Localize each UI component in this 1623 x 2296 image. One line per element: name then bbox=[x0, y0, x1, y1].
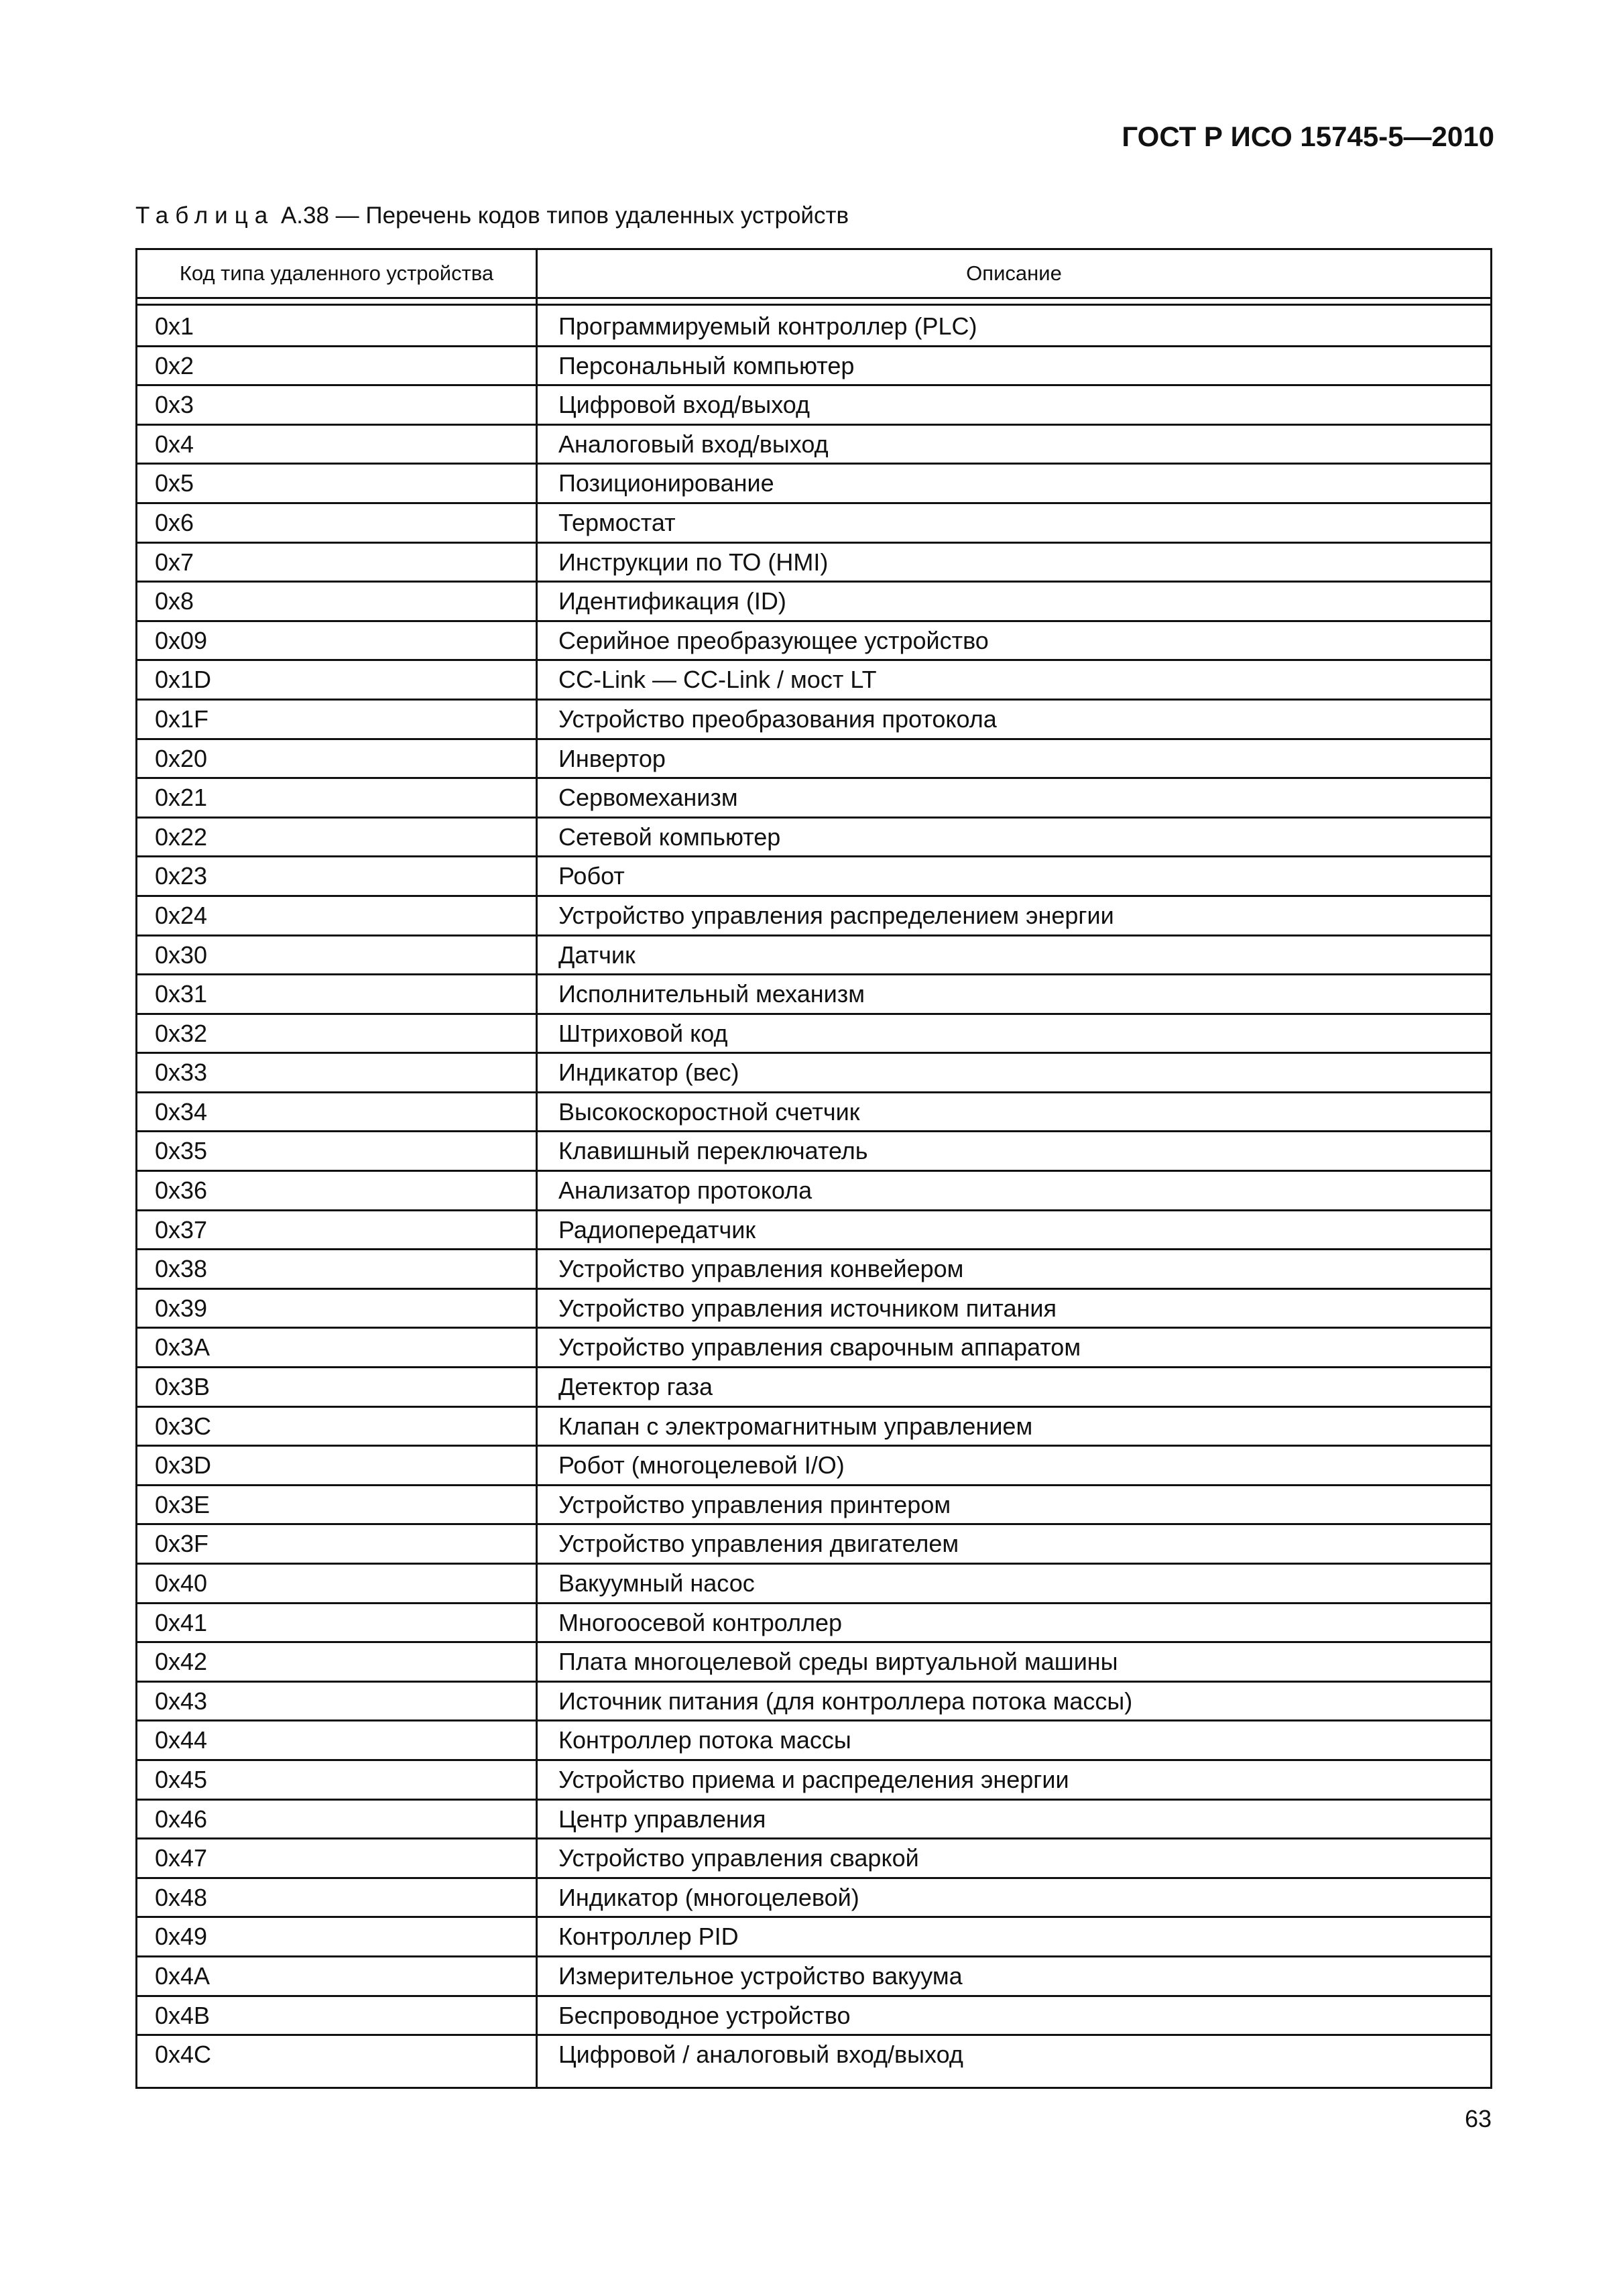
device-description: Беспроводное устройство bbox=[558, 2001, 851, 2029]
table-row bbox=[137, 1761, 1490, 1801]
device-description: Анализатор протокола bbox=[558, 1176, 813, 1205]
device-type-code: 0x44 bbox=[155, 1726, 208, 1754]
device-description: CC-Link — CC-Link / мост LT bbox=[558, 666, 877, 694]
table-row bbox=[137, 2036, 1490, 2075]
table-row bbox=[137, 1997, 1490, 2037]
device-type-code: 0x3C bbox=[155, 1412, 212, 1440]
table-row bbox=[137, 1604, 1490, 1644]
device-type-code: 0x20 bbox=[155, 744, 208, 772]
device-description: Источник питания (для контроллера потока массы) bbox=[558, 1687, 1133, 1715]
device-description: Датчик bbox=[558, 941, 636, 969]
device-type-code: 0x31 bbox=[155, 980, 208, 1008]
device-type-code: 0x37 bbox=[155, 1215, 208, 1244]
device-description: Робот bbox=[558, 862, 625, 890]
table-row bbox=[137, 1801, 1490, 1840]
device-description: Устройство управления двигателем bbox=[558, 1530, 959, 1558]
header-divider bbox=[137, 297, 1490, 299]
table-row bbox=[137, 1721, 1490, 1761]
device-description: Вакуумный насос bbox=[558, 1569, 755, 1597]
device-description: Термостат bbox=[558, 508, 676, 536]
device-description: Позиционирование bbox=[558, 469, 774, 497]
device-type-code: 0x46 bbox=[155, 1805, 208, 1833]
device-codes-table bbox=[135, 248, 1492, 2089]
column-header-description: Описание bbox=[966, 261, 1062, 285]
device-type-code: 0x1F bbox=[155, 705, 209, 733]
table-row bbox=[137, 1447, 1490, 1486]
table-row bbox=[137, 1643, 1490, 1683]
column-header-code: Код типа удаленного устройства bbox=[179, 261, 494, 285]
device-description: Устройство приема и распределения энергии bbox=[558, 1765, 1069, 1793]
device-description: Персональный компьютер bbox=[558, 351, 855, 379]
device-type-code: 0x43 bbox=[155, 1687, 208, 1715]
device-type-code: 0x36 bbox=[155, 1176, 208, 1205]
table-row bbox=[137, 819, 1490, 858]
device-description: Программируемый контроллер (PLC) bbox=[558, 312, 977, 340]
device-type-code: 0x4A bbox=[155, 1961, 211, 1990]
table-caption bbox=[135, 202, 849, 229]
table-row bbox=[137, 1879, 1490, 1919]
device-type-code: 0x49 bbox=[155, 1923, 208, 1951]
device-type-code: 0x4 bbox=[155, 430, 194, 458]
device-description: Контроллер потока массы bbox=[558, 1726, 851, 1754]
table-row bbox=[137, 347, 1490, 387]
device-type-code: 0x6 bbox=[155, 508, 194, 536]
table-row bbox=[137, 1486, 1490, 1526]
table-row bbox=[137, 1957, 1490, 1997]
device-description: Многоосевой контроллер bbox=[558, 1608, 842, 1636]
table-row bbox=[137, 740, 1490, 780]
table-row bbox=[137, 308, 1490, 347]
table-row bbox=[137, 504, 1490, 544]
device-description: Серийное преобразующее устройство bbox=[558, 626, 989, 654]
table-row bbox=[137, 583, 1490, 622]
device-type-code: 0x47 bbox=[155, 1844, 208, 1872]
device-description: Устройство управления распределением энергии bbox=[558, 901, 1114, 929]
table-row bbox=[137, 622, 1490, 662]
device-description: Исполнительный механизм bbox=[558, 980, 865, 1008]
device-description: Сервомеханизм bbox=[558, 784, 738, 812]
device-type-code: 0x3B bbox=[155, 1373, 211, 1401]
table-row bbox=[137, 426, 1490, 465]
page-number: 63 bbox=[1464, 2105, 1492, 2132]
device-description: Цифровой вход/выход bbox=[558, 391, 810, 419]
device-type-code: 0x3E bbox=[155, 1490, 211, 1518]
device-description: Радиопередатчик bbox=[558, 1215, 756, 1244]
device-type-code: 0x32 bbox=[155, 1019, 208, 1047]
device-type-code: 0x22 bbox=[155, 823, 208, 851]
device-type-code: 0x39 bbox=[155, 1294, 208, 1322]
table-row bbox=[137, 1525, 1490, 1565]
table-row bbox=[137, 1211, 1490, 1251]
device-description: Устройство управления сваркой bbox=[558, 1844, 919, 1872]
table-row bbox=[137, 1368, 1490, 1408]
table-row bbox=[137, 779, 1490, 819]
device-description: Цифровой / аналоговый вход/выход bbox=[558, 2041, 963, 2069]
device-description: Измерительное устройство вакуума bbox=[558, 1961, 963, 1990]
table-row bbox=[137, 701, 1490, 740]
device-description: Устройство управления источником питания bbox=[558, 1294, 1057, 1322]
device-description: Детектор газа bbox=[558, 1373, 713, 1401]
device-type-code: 0x3D bbox=[155, 1451, 212, 1479]
device-type-code: 0x3 bbox=[155, 391, 194, 419]
table-row bbox=[137, 544, 1490, 583]
device-type-code: 0x21 bbox=[155, 784, 208, 812]
device-type-code: 0x33 bbox=[155, 1059, 208, 1087]
device-type-code: 0x48 bbox=[155, 1883, 208, 1911]
device-description: Штриховой код bbox=[558, 1019, 728, 1047]
device-description: Индикатор (вес) bbox=[558, 1059, 739, 1087]
device-type-code: 0x5 bbox=[155, 469, 194, 497]
table-row bbox=[137, 857, 1490, 897]
table-row bbox=[137, 1054, 1490, 1093]
device-type-code: 0x8 bbox=[155, 587, 194, 615]
table-row bbox=[137, 1290, 1490, 1329]
device-description: Индикатор (многоцелевой) bbox=[558, 1883, 859, 1911]
device-description: Инвертор bbox=[558, 744, 666, 772]
device-description: Клапан с электромагнитным управлением bbox=[558, 1412, 1033, 1440]
table-row bbox=[137, 1565, 1490, 1604]
device-type-code: 0x3F bbox=[155, 1530, 209, 1558]
device-type-code: 0x34 bbox=[155, 1097, 208, 1126]
device-description: Идентификация (ID) bbox=[558, 587, 786, 615]
device-description: Устройство преобразования протокола bbox=[558, 705, 997, 733]
device-type-code: 0x3A bbox=[155, 1333, 211, 1362]
device-type-code: 0x1D bbox=[155, 666, 212, 694]
header-divider bbox=[137, 304, 1490, 306]
device-type-code: 0x24 bbox=[155, 901, 208, 929]
device-description: Устройство управления принтером bbox=[558, 1490, 951, 1518]
device-type-code: 0x23 bbox=[155, 862, 208, 890]
device-type-code: 0x1 bbox=[155, 312, 194, 340]
table-row bbox=[137, 1015, 1490, 1054]
device-description: Контроллер PID bbox=[558, 1923, 739, 1951]
device-type-code: 0x2 bbox=[155, 351, 194, 379]
device-description: Сетевой компьютер bbox=[558, 823, 781, 851]
table-header bbox=[137, 250, 1490, 297]
device-description: Робот (многоцелевой I/O) bbox=[558, 1451, 845, 1479]
table-row bbox=[137, 1918, 1490, 1957]
device-description: Клавишный переключатель bbox=[558, 1137, 868, 1165]
device-type-code: 0x38 bbox=[155, 1255, 208, 1283]
table-row bbox=[137, 1132, 1490, 1172]
device-description: Инструкции по ТО (HMI) bbox=[558, 548, 829, 576]
table-row bbox=[137, 386, 1490, 426]
table-row bbox=[137, 661, 1490, 701]
table-row bbox=[137, 936, 1490, 976]
device-description: Аналоговый вход/выход bbox=[558, 430, 829, 458]
table-row bbox=[137, 1408, 1490, 1447]
table-row bbox=[137, 1250, 1490, 1290]
device-type-code: 0x40 bbox=[155, 1569, 208, 1597]
device-description: Устройство управления сварочным аппаратом bbox=[558, 1333, 1081, 1362]
device-description: Центр управления bbox=[558, 1805, 766, 1833]
table-row bbox=[137, 975, 1490, 1015]
table-row bbox=[137, 1683, 1490, 1722]
device-type-code: 0x35 bbox=[155, 1137, 208, 1165]
device-description: Высокоскоростной счетчик bbox=[558, 1097, 860, 1126]
table-row bbox=[137, 897, 1490, 936]
table-row bbox=[137, 1093, 1490, 1133]
table-caption-title: А.38 — Перечень кодов типов удаленных устройств bbox=[274, 202, 849, 229]
device-type-code: 0x41 bbox=[155, 1608, 208, 1636]
device-type-code: 0x45 bbox=[155, 1765, 208, 1793]
device-type-code: 0x7 bbox=[155, 548, 194, 576]
table-caption-label: Таблица bbox=[135, 202, 275, 229]
table-row bbox=[137, 1839, 1490, 1879]
table-row bbox=[137, 465, 1490, 504]
device-type-code: 0x4C bbox=[155, 2041, 212, 2069]
table-row bbox=[137, 1329, 1490, 1368]
device-type-code: 0x30 bbox=[155, 941, 208, 969]
device-type-code: 0x42 bbox=[155, 1648, 208, 1676]
document-id: ГОСТ Р ИСО 15745-5—2010 bbox=[1122, 121, 1494, 152]
device-type-code: 0x4B bbox=[155, 2001, 211, 2029]
table-body bbox=[137, 308, 1490, 2075]
device-description: Плата многоцелевой среды виртуальной машины bbox=[558, 1648, 1118, 1676]
device-type-code: 0x09 bbox=[155, 626, 208, 654]
table-row bbox=[137, 1172, 1490, 1211]
device-description: Устройство управления конвейером bbox=[558, 1255, 964, 1283]
